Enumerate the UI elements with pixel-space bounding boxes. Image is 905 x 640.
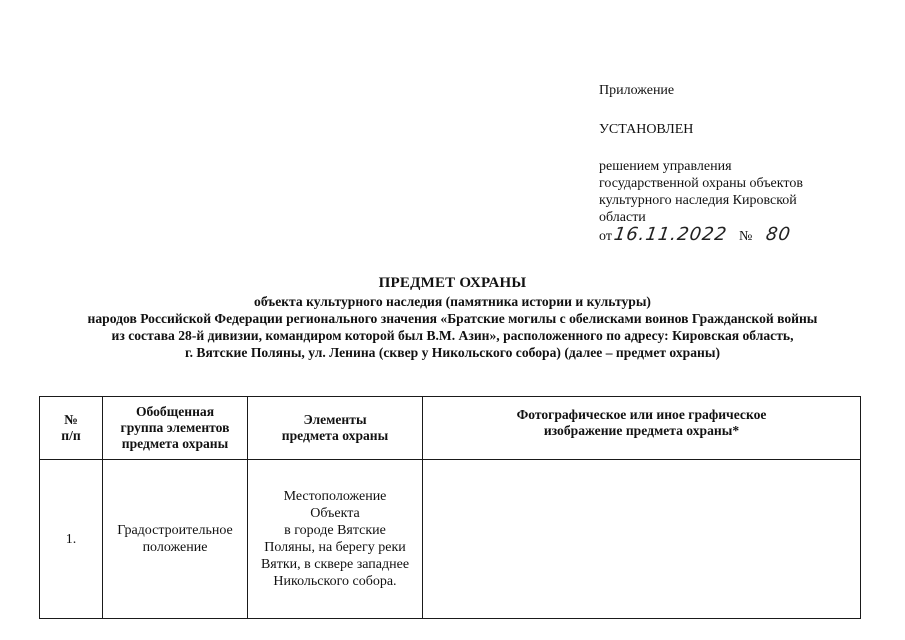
decision-line: решением управления bbox=[599, 159, 732, 174]
handwritten-date: 16.11.2022 bbox=[612, 224, 729, 245]
established-label: УСТАНОВЛЕН bbox=[599, 122, 694, 137]
document-heading bbox=[20, 275, 885, 361]
decision-line: культурного наследия Кировской bbox=[599, 193, 797, 208]
row-photo bbox=[423, 460, 861, 619]
from-label: от bbox=[599, 229, 612, 244]
header-number: № п/п bbox=[40, 397, 103, 460]
decision-line: государственной охраны объектов bbox=[599, 176, 803, 191]
handwritten-number: 80 bbox=[764, 224, 793, 245]
protection-table bbox=[39, 396, 861, 619]
header-elements: Элементы предмета охраны bbox=[248, 397, 423, 460]
appendix-block bbox=[599, 82, 839, 245]
decision-text bbox=[599, 158, 839, 226]
header-group: Обобщенная группа элементов предмета охраны bbox=[103, 397, 248, 460]
heading-line: г. Вятские Поляны, ул. Ленина (сквер у Никольского собора) (далее – предмет охраны) bbox=[184, 345, 721, 360]
header-photo: Фотографическое или иное графическое изображение предмета охраны* bbox=[423, 397, 861, 460]
table-header-row bbox=[40, 397, 861, 460]
heading-line: объекта культурного наследия (памятника истории и культуры) bbox=[254, 294, 651, 309]
row-group: Градостроительное положение bbox=[103, 460, 248, 619]
document-title: ПРЕДМЕТ ОХРАНЫ bbox=[378, 275, 527, 291]
table-row bbox=[40, 460, 861, 619]
row-elements: Местоположение Объекта в городе Вятские Поляны, на берегу реки Вятки, в сквере западнее Никольского собора. bbox=[248, 460, 423, 619]
number-label: № bbox=[739, 229, 753, 244]
heading-line: народов Российской Федерации регионального значения «Братские могилы с обелисками воинов Гражданской войны bbox=[87, 311, 818, 326]
date-number-line bbox=[599, 226, 839, 245]
heading-line: из состава 28-й дивизии, командиром которой был В.М. Азин», расположенного по адресу: Кировская область, bbox=[111, 328, 794, 343]
appendix-title: Приложение bbox=[599, 83, 675, 98]
row-number: 1. bbox=[40, 460, 103, 619]
decision-line: области bbox=[599, 210, 646, 225]
